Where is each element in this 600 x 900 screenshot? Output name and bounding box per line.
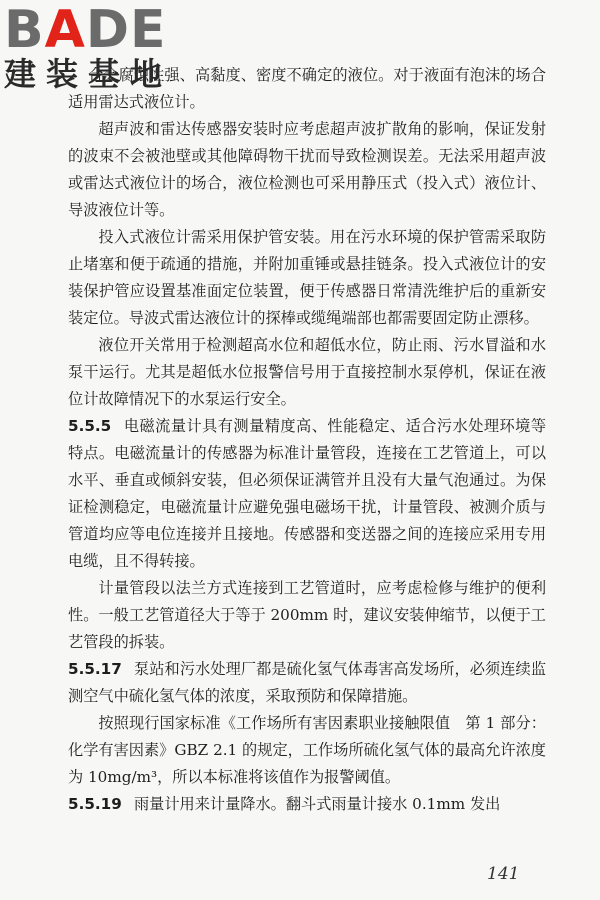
- bade-logo: [4, 2, 174, 92]
- section-paragraph: 5.5.17 泵站和污水处理厂都是硫化氢气体毒害高发场所，必须连续监测空气中硫化氢气体的浓度，采取预防和保障措施。: [68, 660, 546, 705]
- logo-wordmark: BADE: [4, 0, 167, 60]
- paragraph: 超声波和雷达传感器安装时应考虑超声波扩散角的影响，保证发射的波束不会被池壁或其他障碍物干扰而导致检测误差。无法采用超声波或雷达式液位计的场合，液位检测也可采用静压式（投入式）液位计、导波液位计等。: [68, 120, 546, 219]
- paragraph: 按照现行国家标准《工作场所有害因素职业接触限值 第 1 部分：化学有害因素》GBZ 2.1 的规定，工作场所硫化氢气体的最高允许浓度为 10mg/m³，所以本标准将该值作为报警阈值。: [68, 714, 546, 786]
- document-body: [68, 62, 546, 818]
- section-paragraph: 5.5.5 电磁流量计具有测量精度高、性能稳定、适合污水处理环境等特点。电磁流量计的传感器为标准计量管段，连接在工艺管道上，可以水平、垂直或倾斜安装，但必须保证满管并且没有大量气泡通过。为保证检测稳定，电磁流量计应避免强电磁场干扰，计量管段、被测介质与管道均应等电位连接并且接地。传感器和变送器之间的连接应采用专用电缆，且不得转接。: [68, 417, 546, 570]
- section-number: 5.5.17: [68, 660, 122, 678]
- paragraph: 液位开关常用于检测超高水位和超低水位，防止雨、污水冒溢和水泵干运行。尤其是超低水位报警信号用于直接控制水泵停机，保证在液位计故障情况下的水泵运行安全。: [68, 336, 546, 408]
- section-number: 5.5.5: [68, 417, 112, 435]
- section-number: 5.5.19: [68, 795, 122, 813]
- paragraph: 投入式液位计需采用保护管安装。用在污水环境的保护管需采取防止堵塞和便于疏通的措施，并附加重锤或悬挂链条。投入式液位计的安装保护管应设置基准面定位装置，便于传感器日常清洗维护后的重新安装定位。导波式雷达液位计的探棒或缆绳端部也都需要固定防止漂移。: [68, 228, 546, 327]
- logo-subtitle: 建装基地: [4, 55, 173, 93]
- logo-accent-letter: A: [44, 0, 86, 60]
- paragraph-continuation: 合会腐蚀性强、高黏度、密度不确定的液位。对于液面有泡沫的场合适用雷达式液位计。: [68, 66, 546, 111]
- paragraph: 计量管段以法兰方式连接到工艺管道时，应考虑检修与维护的便利性。一般工艺管道径大于等于 200mm 时，建议安装伸缩节，以便于工艺管段的拆装。: [68, 579, 546, 651]
- page-number: 141: [487, 864, 520, 884]
- section-paragraph: 5.5.19 雨量计用来计量降水。翻斗式雨量计接水 0.1mm 发出: [68, 795, 501, 813]
